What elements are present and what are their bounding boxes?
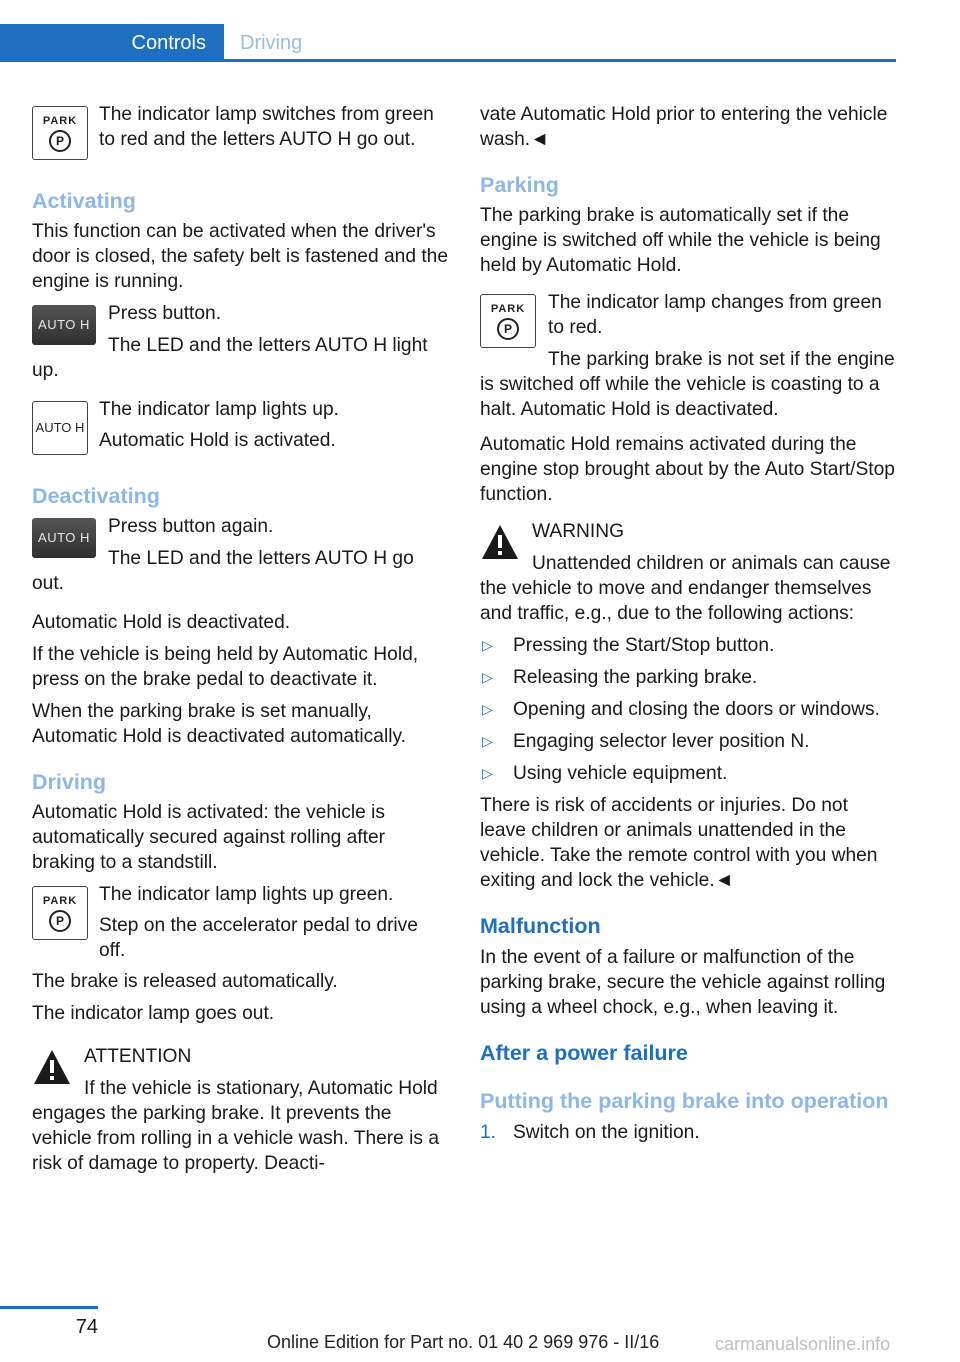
watermark: carmanualsonline.info	[715, 1334, 891, 1354]
edition-text: Online Edition for Part no. 01 40 2 969 976 - II/16	[267, 1332, 660, 1352]
warning-triangle-icon	[32, 1048, 72, 1086]
activating-lamp-1: The indicator lamp lights up.	[99, 399, 339, 420]
attention-block	[32, 1044, 448, 1176]
driving-lamp-2: Step on the accelerator pedal to drive off.	[99, 915, 418, 961]
parking-text: The parking brake is automatically set if the engine is switched off while the vehicle is being held by Automatic Hold.	[480, 205, 881, 276]
tab-controls[interactable]: Controls	[0, 24, 224, 62]
intro-text: The indicator lamp switches from green to red and the letters AUTO H go out.	[99, 104, 434, 150]
heading-activating: Activating	[32, 189, 136, 213]
heading-malfunction: Malfunction	[480, 914, 601, 938]
list-item: ▷ Releasing the parking brake.	[482, 667, 758, 688]
tab-driving[interactable]: Driving	[240, 32, 303, 54]
driving-lamp-block	[32, 882, 448, 963]
power-failure-steps	[480, 1120, 896, 1145]
warning-list	[480, 633, 896, 786]
triangle-bullet-icon: ▷	[482, 733, 493, 749]
attention-title: ATTENTION	[84, 1046, 192, 1067]
activating-step-1: Press button.	[108, 303, 222, 324]
park-indicator-icon: PARK P	[32, 886, 88, 940]
attention-text: If the vehicle is stationary, Automatic Hold engages the parking brake. It prevents the vehicle from rolling in a vehicle wash. There is a risk of damage to property. Deacti-	[32, 1078, 440, 1174]
deactivating-p1: Automatic Hold is deactivated.	[32, 612, 291, 633]
heading-after-power-failure: After a power failure	[480, 1041, 688, 1065]
triangle-bullet-icon: ▷	[482, 701, 493, 717]
list-item: 1. Switch on the ignition.	[480, 1122, 700, 1143]
park-indicator-icon: PARK P	[480, 294, 536, 348]
malfunction-text: In the event of a failure or malfunction of the parking brake, secure the vehicle against rolling using a wheel chock, e.g., when leaving it.	[480, 947, 886, 1018]
activating-text: This function can be activated when the driver's door is closed, the safety belt is fastened and the engine is running.	[32, 221, 448, 292]
warning-risk-text: There is risk of accidents or injuries. Do not leave children or animals unattended in the vehicle. Take the remote control with you when exiting and lock the vehicle.◄	[480, 795, 878, 891]
warning-block	[480, 519, 896, 626]
warning-text: Unattended children or animals can cause the vehicle to move and endanger themselves and traffic, e.g., due to the following actions:	[480, 553, 891, 624]
deactivating-step-1: Press button again.	[108, 516, 274, 537]
deactivating-button-block	[32, 514, 448, 596]
triangle-bullet-icon: ▷	[482, 765, 493, 781]
right-column	[480, 102, 896, 1145]
driving-p1: The brake is released automatically.	[32, 971, 338, 992]
triangle-bullet-icon: ▷	[482, 669, 493, 685]
page-number: 74	[75, 1316, 98, 1338]
activating-button-block	[32, 301, 448, 383]
list-item: ▷ Using vehicle equipment.	[482, 763, 728, 784]
parking-lamp-block	[480, 290, 896, 422]
intro-block	[32, 102, 448, 168]
triangle-bullet-icon: ▷	[482, 637, 493, 653]
heading-deactivating: Deactivating	[32, 484, 160, 508]
attention-continuation: vate Automatic Hold prior to entering the vehicle wash.◄	[480, 104, 888, 150]
auto-h-indicator-icon: AUTO H	[32, 401, 88, 455]
footer-rule	[0, 1306, 98, 1309]
driving-text: Automatic Hold is activated: the vehicle is automatically secured against rolling after braking to a standstill.	[32, 802, 386, 873]
header-tabs	[0, 24, 896, 62]
activating-step-2: The LED and the letters AUTO H light up.	[32, 335, 428, 381]
heading-parking: Parking	[480, 173, 559, 197]
driving-p2: The indicator lamp goes out.	[32, 1003, 275, 1024]
driving-lamp-1: The indicator lamp lights up green.	[99, 884, 394, 905]
heading-driving: Driving	[32, 770, 107, 794]
subheading-parking-brake-operation: Putting the parking brake into operation	[480, 1089, 889, 1113]
activating-lamp-block	[32, 397, 448, 463]
activating-lamp-2: Automatic Hold is activated.	[99, 430, 336, 451]
warning-triangle-icon	[480, 523, 520, 561]
parking-lamp-text: The indicator lamp changes from green to red.	[548, 292, 882, 338]
park-indicator-icon: PARK P	[32, 106, 88, 160]
left-column	[32, 102, 448, 1183]
list-item: ▷ Engaging selector lever position N.	[482, 731, 810, 752]
list-item: ▷ Pressing the Start/Stop button.	[482, 635, 775, 656]
auto-h-button-icon: AUTO H	[32, 305, 96, 345]
warning-title: WARNING	[532, 521, 625, 542]
auto-h-button-icon: AUTO H	[32, 518, 96, 558]
deactivating-p2: If the vehicle is being held by Automatic Hold, press on the brake pedal to deactivate it.	[32, 644, 419, 690]
parking-auto-start-text: Automatic Hold remains activated during the engine stop brought about by the Auto Start/Stop function.	[480, 434, 895, 505]
parking-not-set-text: The parking brake is not set if the engine is switched off while the vehicle is coasting to a halt. Automatic Hold is deactivated.	[480, 349, 895, 420]
list-item: ▷ Opening and closing the doors or windows.	[482, 699, 880, 720]
deactivating-p3: When the parking brake is set manually, Automatic Hold is deactivated automatically.	[32, 701, 406, 747]
deactivating-step-2: The LED and the letters AUTO H go out.	[32, 548, 414, 594]
